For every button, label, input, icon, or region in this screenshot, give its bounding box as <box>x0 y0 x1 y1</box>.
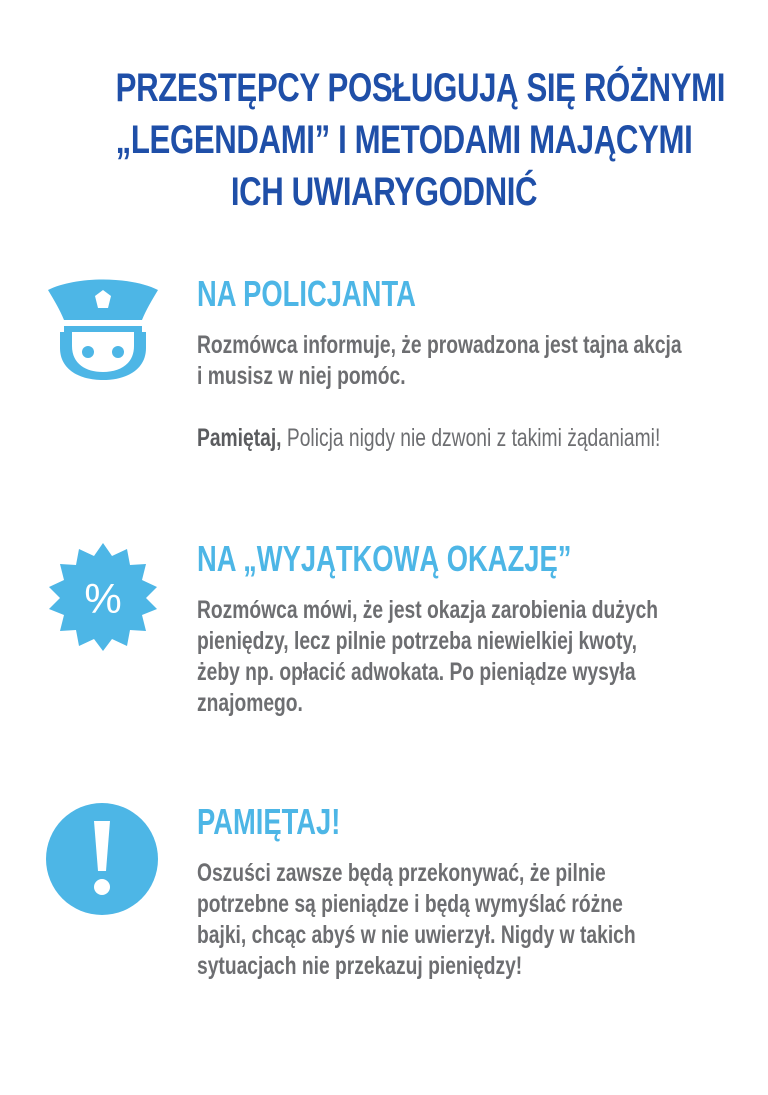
body-line: pieniędzy, lecz pilnie potrzeba niewielkiej kwoty, <box>197 627 638 655</box>
body-line: Oszuści zawsze będą przekonywać, że pilnie <box>197 859 606 887</box>
police-officer-icon <box>46 276 160 380</box>
percent-badge-icon <box>46 543 160 651</box>
section-heading: PAMIĘTAJ! <box>197 801 341 842</box>
body-line: znajomego. <box>197 689 303 717</box>
title-line-1: PRZESTĘPCY POSŁUGUJĄ SIĘ RÓŻNYMI <box>115 66 725 110</box>
percent-glyph: % <box>84 575 122 622</box>
title-line-3: ICH UWIARYGODNIĆ <box>230 170 538 214</box>
body-line: sytuacjach nie przekazuj pieniędzy! <box>197 952 523 980</box>
body-spacer <box>197 392 736 423</box>
page-title <box>115 62 725 218</box>
body-line: bajki, chcąc abyś w nie uwierzył. Nigdy w takich <box>197 921 636 949</box>
note-rest: Policja nigdy nie dzwoni z takimi żądaniami! <box>281 424 661 452</box>
exclamation-circle-icon <box>46 803 158 915</box>
body-line: Rozmówca mówi, że jest okazja zarobienia dużych <box>197 596 659 624</box>
section-body <box>197 595 736 719</box>
body-note <box>197 423 736 454</box>
section-body <box>197 330 736 454</box>
section-heading: NA POLICJANTA <box>197 273 416 314</box>
body-line: Rozmówca informuje, że prowadzona jest tajna akcja <box>197 331 682 359</box>
section-heading: NA „WYJĄTKOWĄ OKAZJĘ” <box>197 538 572 579</box>
title-line-2: „LEGENDAMI” I METODAMI MAJĄCYMI <box>115 118 693 162</box>
note-emphasis: Pamiętaj, <box>197 424 282 452</box>
body-line: potrzebne są pieniądze i będą wymyślać różne <box>197 890 623 918</box>
body-line: żeby np. opłacić adwokata. Po pieniądze wysyła <box>197 658 636 686</box>
body-line: i musisz w niej pomóc. <box>197 362 406 390</box>
section-body <box>197 858 736 982</box>
